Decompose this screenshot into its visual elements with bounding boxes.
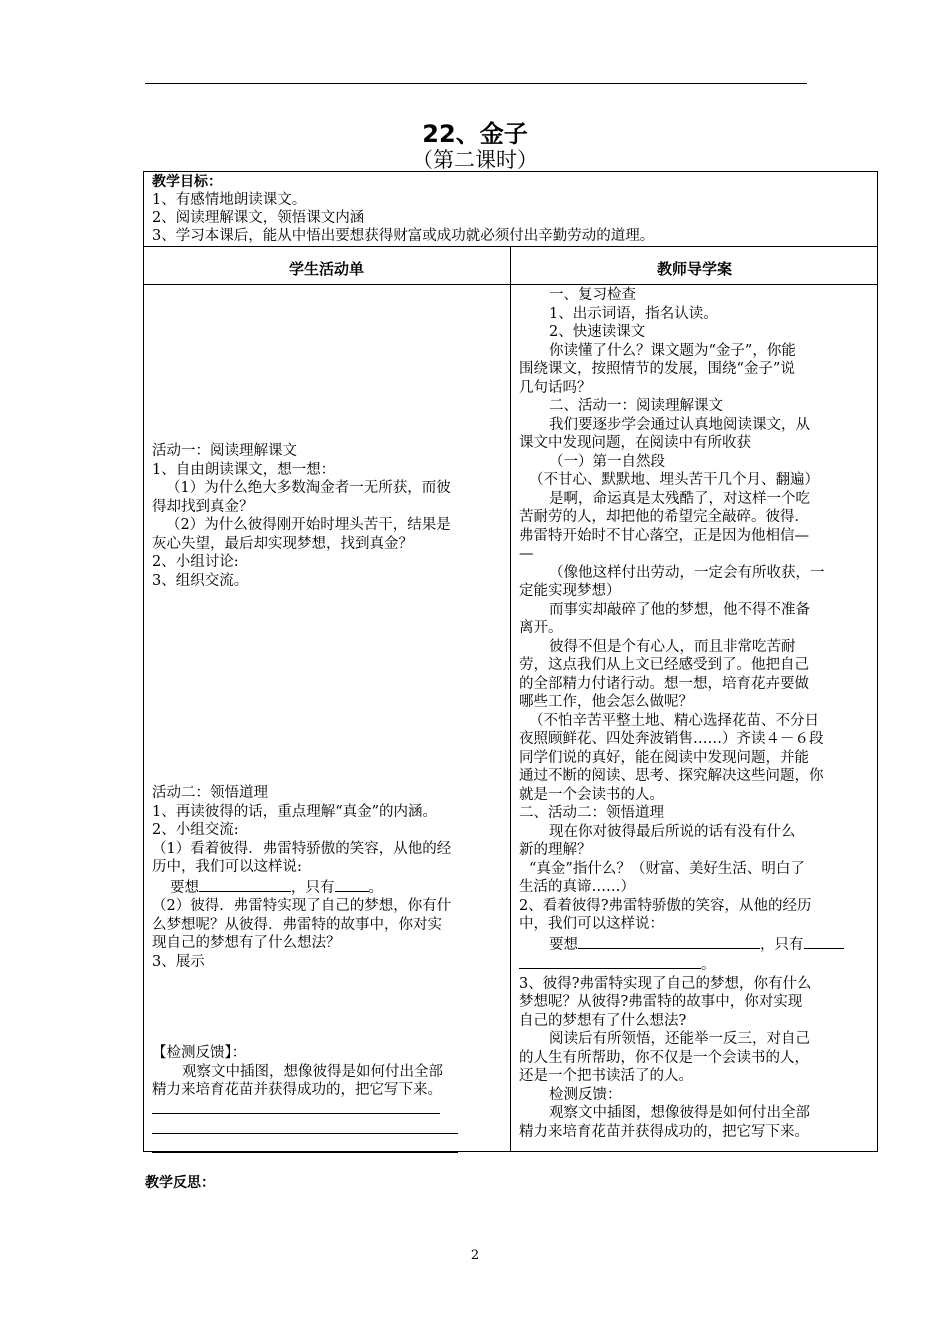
text-line: 中，我们可以这样说：: [519, 916, 664, 932]
text-line: 1、再读彼得的话，重点理解“真金”的内涵。: [152, 803, 438, 820]
text-line: 2、快速读课文: [549, 324, 646, 340]
text-line: 我们要逐步学会通过认真地阅读课文，从: [549, 416, 810, 433]
text-line: 检测反馈：: [549, 1086, 622, 1103]
text-line: 观察文中插图，想像彼得是如何付出全部: [182, 1063, 443, 1080]
goal-item: 3、学习本课后，能从中悟出要想获得财富或成功就必须付出辛勤劳动的道理。: [152, 228, 655, 244]
text-line: 2、看着彼得?弗雷特骄傲的笑容，从他的经历: [519, 897, 812, 914]
lesson-subtitle: （第二课时）: [412, 148, 538, 172]
text-line: 阅读后有所领悟，还能举一反三，对自己: [549, 1031, 810, 1047]
table-column-divider: [510, 246, 511, 1152]
fill-text: 。: [368, 879, 383, 896]
goals-heading: 教学目标：: [152, 174, 222, 190]
text-line: 3、组织交流。: [152, 572, 249, 589]
text-line: 二、活动一：阅读理解课文: [549, 398, 723, 414]
text-line: 二、活动二：领悟道理: [519, 805, 664, 821]
text-line: 课文中发现问题，在阅读中有所收获: [519, 435, 751, 451]
answer-line[interactable]: [152, 1133, 458, 1134]
text-line: 几句话吗？: [519, 379, 592, 396]
answer-line[interactable]: [152, 1152, 458, 1153]
lesson-title: 22、金子: [422, 120, 528, 148]
text-line: 得却找到真金？: [152, 498, 254, 515]
text-line: 彼得不但是个有心人，而且非常吃苦耐: [549, 638, 796, 655]
answer-line[interactable]: [152, 1113, 440, 1114]
text-line: 弗雷特开始时不甘心落空，正是因为他相信—: [519, 527, 809, 544]
text-line: 历中，我们可以这样说:: [152, 859, 302, 875]
teaching-reflection-label: 教学反思：: [145, 1175, 215, 1191]
answer-blank[interactable]: [804, 934, 844, 949]
text-line: （1）为什么绝大多数淘金者一无所获，而彼: [166, 480, 451, 496]
answer-blank[interactable]: [578, 934, 760, 949]
fill-text: ，只有: [291, 879, 335, 896]
text-line: 的人生有所帮助，你不仅是一个会读书的人，: [519, 1049, 809, 1066]
left-check-feedback: [152, 1044, 504, 1100]
text-line: 2、小组交流:: [152, 822, 239, 838]
text-line: 定能实现梦想）: [519, 583, 621, 599]
text-line: 你读懂了什么？课文题为“金子”，你能: [549, 342, 796, 359]
text-line: 3、展示: [152, 953, 205, 970]
fill-text: ，只有: [760, 936, 804, 953]
text-line: 1、自由朗读课文，想一想：: [152, 461, 336, 478]
text-line: （不甘心、默默地、埋头苦干几个月、翻遍）: [529, 472, 819, 488]
text-line: —: [519, 546, 534, 562]
fill-in-sentence: [152, 877, 504, 898]
text-line: 活动一：阅读理解课文: [152, 443, 297, 459]
text-line: 精力来培育花苗并获得成功的，把它写下来。: [519, 1123, 809, 1140]
text-line: 夜照顾鲜花、四处奔波销售……）齐读４－６段: [519, 731, 824, 747]
text-line: （2）为什么彼得刚开始时埋头苦干，结果是: [166, 517, 451, 533]
answer-blank[interactable]: [519, 954, 701, 969]
text-line: 通过不断的阅读、思考、探究解决这些问题，你: [519, 768, 824, 784]
text-line: 现在你对彼得最后所说的话有没有什么: [549, 823, 796, 840]
text-line: 而事实却敲碎了他的梦想，他不得不准备: [549, 601, 810, 618]
text-line: 苦耐劳的人，却把他的希望完全敲碎。彼得．: [519, 509, 809, 525]
text-line: 一、复习检查: [549, 287, 636, 303]
text-line: 就是一个会读书的人。: [519, 786, 664, 803]
answer-blank[interactable]: [335, 877, 369, 892]
text-line: 围绕课文，按照情节的发展，围绕“金子”说: [519, 361, 795, 377]
text-line: 哪些工作，他会怎么做呢？: [519, 694, 693, 710]
text-line: 活动二：领悟道理: [152, 785, 268, 801]
fill-text: 要想: [170, 879, 199, 896]
text-line: 同学们说的真好，能在阅读中发现问题，并能: [519, 749, 809, 766]
fill-in-sentence: [519, 934, 873, 955]
text-line: “真金”指什么？（财富、美好生活、明白了: [529, 860, 805, 877]
text-line: 生活的真谛……）: [519, 879, 635, 895]
text-line: 2、小组讨论:: [152, 554, 239, 570]
fill-text: 。: [701, 957, 716, 973]
text-line: 么梦想呢？从彼得．弗雷特的故事中，你对实: [152, 916, 442, 933]
left-activity-one: [152, 442, 504, 590]
goal-item: 1、有感情地朗读课文。: [152, 192, 307, 208]
text-line: （不怕辛苦平整土地、精心选择花苗、不分日: [529, 712, 819, 729]
text-line: （1）看着彼得．弗雷特骄傲的笑容，从他的经: [152, 840, 452, 857]
text-line: （像他这样付出劳动，一定会有所收获，一: [549, 564, 825, 581]
text-line: 观察文中插图，想像彼得是如何付出全部: [549, 1105, 810, 1121]
text-line: 梦想呢？从彼得?弗雷特的故事中，你对实现: [519, 994, 803, 1010]
text-line: 劳，这点我们从上文已经感受到了。他把自己: [519, 657, 809, 673]
teacher-guide-header: 教师导学案: [656, 260, 732, 278]
student-activity-header: 学生活动单: [288, 260, 364, 278]
fill-in-continuation: [519, 954, 873, 975]
fill-text: 要想: [549, 936, 578, 953]
text-line: 的全部精力付诸行动。想一想，培育花卉要做: [519, 675, 809, 692]
header-rule: [145, 83, 807, 84]
text-line: 1、出示词语，指名认读。: [549, 305, 718, 322]
page-number: 2: [470, 1248, 480, 1263]
text-line: 还是一个把书读活了的人。: [519, 1068, 693, 1084]
text-line: （2）彼得．弗雷特实现了自己的梦想，你有什: [152, 898, 452, 914]
text-line: 现自己的梦想有了什么想法？: [152, 935, 341, 951]
answer-blank[interactable]: [199, 877, 291, 892]
text-line: 新的理解？: [519, 842, 592, 858]
text-line: 离开。: [519, 620, 563, 636]
goal-item: 2、阅读理解课文，领悟课文内涵: [152, 210, 365, 226]
text-line: 是啊，命运真是太残酷了，对这样一个吃: [549, 490, 810, 507]
text-line: 灰心失望，最后却实现梦想，找到真金？: [152, 535, 413, 552]
text-line: （一）第一自然段: [549, 453, 665, 470]
left-activity-two: [152, 784, 504, 971]
text-line: 自己的梦想有了什么想法?: [519, 1012, 687, 1029]
teaching-goals: [152, 173, 874, 245]
teacher-guide: [519, 286, 873, 1141]
text-line: 【检测反馈】：: [152, 1045, 247, 1061]
text-line: 3、彼得?弗雷特实现了自己的梦想，你有什么: [519, 975, 812, 992]
text-line: 精力来培育花苗并获得成功的，把它写下来。: [152, 1082, 442, 1098]
